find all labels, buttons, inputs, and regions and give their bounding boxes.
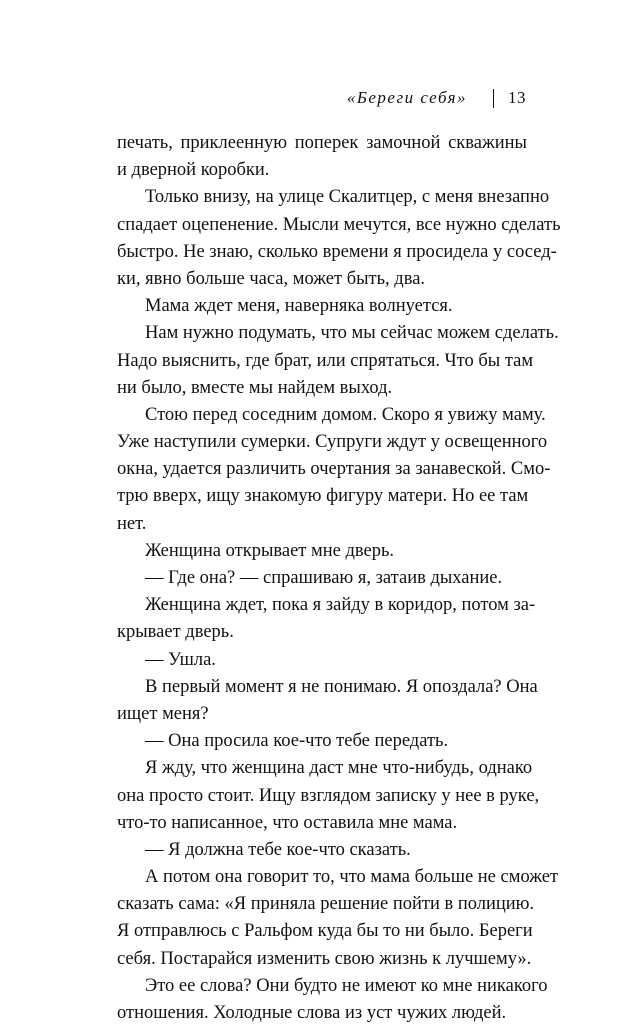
text-line: — Она просила кое-что тебе передать.: [145, 731, 449, 752]
text-line: — Я должна тебе кое-что сказать.: [145, 839, 411, 860]
text-line: сказать сама: «Я приняла решение пойти в полицию.: [117, 894, 535, 915]
text-line: крывает дверь.: [117, 622, 234, 643]
text-line: ищет меня?: [117, 703, 209, 724]
text-line: Мама ждет меня, наверняка волнуется.: [145, 296, 453, 317]
text-line: себя. Постарайся изменить свою жизнь к лучшему».: [117, 948, 532, 969]
running-title: «Береги себя»: [346, 88, 467, 107]
running-header: [347, 86, 526, 110]
text-line: — Ушла.: [145, 649, 216, 670]
text-line: трю вверх, ищу знакомую фигуру матери. Но ее там: [117, 486, 529, 507]
text-line: Это ее слова? Они будто не имеют ко мне никакого: [145, 975, 548, 996]
page-number: 13: [508, 88, 526, 107]
text-line: печать, приклеенную поперек замочной скважины: [117, 133, 527, 153]
text-line: Женщина открывает мне дверь.: [145, 540, 395, 561]
text-line: Надо выяснить, где брат, или спрятаться. Что бы там: [117, 350, 534, 371]
text-line: быстро. Не знаю, сколько времени я просидела у сосед-: [117, 241, 557, 262]
text-line: она просто стоит. Ищу взглядом записку у нее в руке,: [117, 785, 540, 806]
text-line: окна, удается различить очертания за занавеской. Смо-: [117, 459, 551, 480]
text-line: и дверной коробки.: [117, 160, 270, 181]
header-separator: [493, 89, 494, 108]
text-line: А потом она говорит то, что мама больше не сможет: [145, 867, 559, 888]
text-line: Только внизу, на улице Скалитцер, с меня внезапно: [145, 187, 550, 208]
text-line: отношения. Холодные слова из уст чужих людей.: [117, 1003, 507, 1023]
text-line: Стою перед соседним домом. Скоро я увижу маму.: [145, 404, 546, 425]
text-line: Я отправлюсь с Ральфом куда бы то ни было. Береги: [117, 921, 533, 942]
text-line: — Где она? — спрашиваю я, затаив дыхание.: [145, 568, 503, 588]
text-line: ки, явно больше часа, может быть, два.: [117, 268, 426, 289]
text-line: В первый момент я не понимаю. Я опоздала? Она: [145, 676, 538, 697]
text-line: Уже наступили сумерки. Супруги ждут у освещенного: [117, 432, 548, 453]
text-line: спадает оцепенение. Мысли мечутся, все нужно сделать: [117, 214, 561, 235]
text-line: Нам нужно подумать, что мы сейчас можем сделать.: [145, 323, 559, 344]
text-line: нет.: [117, 513, 147, 534]
text-line: что-то написанное, что оставила мне мама.: [117, 812, 458, 833]
text-line: ни было, вместе мы найдем выход.: [117, 377, 393, 398]
text-line: Женщина ждет, пока я зайду в коридор, потом за-: [145, 595, 536, 616]
text-line: Я жду, что женщина даст мне что-нибудь, однако: [145, 758, 533, 779]
body-text: [117, 130, 561, 1027]
